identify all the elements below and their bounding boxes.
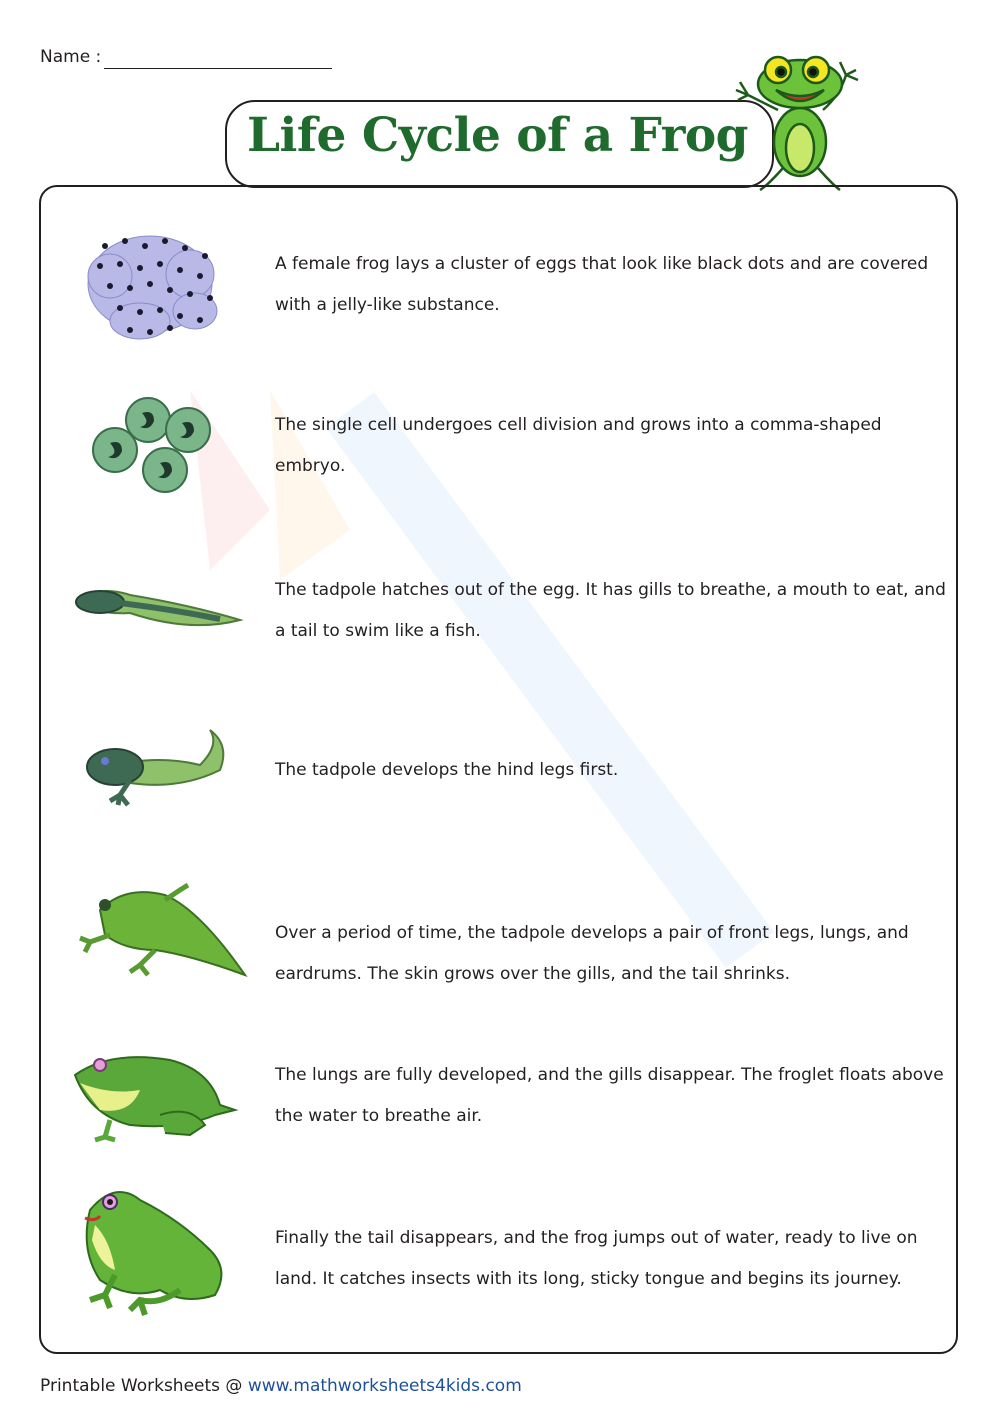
tadpole-hind-legs-icon bbox=[70, 725, 250, 815]
stage-text: Over a period of time, the tadpole develops a pair of front legs, lungs, and eardrums. The skin grows over the gills, and the tail shrinks. bbox=[275, 923, 909, 984]
stage-text: The single cell undergoes cell division and grows into a comma-shaped embryo. bbox=[275, 415, 882, 476]
stage-text: A female frog lays a cluster of eggs that look like black dots and are covered with a jelly-like substance. bbox=[275, 254, 929, 315]
waving-frog-mascot-icon bbox=[728, 50, 868, 198]
stage-text: The tadpole develops the hind legs first. bbox=[275, 760, 619, 780]
embryo-eggs-icon bbox=[70, 395, 250, 500]
footer bbox=[40, 1376, 522, 1396]
footer-link[interactable]: www.mathworksheets4kids.com bbox=[247, 1376, 522, 1396]
page-title: Life Cycle of a Frog bbox=[246, 108, 749, 163]
adult-frog-icon bbox=[70, 1180, 250, 1325]
footer-prefix: Printable Worksheets @ bbox=[40, 1376, 248, 1396]
frog-eggs-cluster-icon bbox=[70, 226, 250, 346]
stage-text: The tadpole hatches out of the egg. It has gills to breathe, a mouth to eat, and a tail to swim like a fish. bbox=[275, 580, 946, 641]
froglet-icon bbox=[70, 1045, 250, 1145]
name-field-line[interactable] bbox=[104, 68, 332, 69]
tadpole-front-legs-icon bbox=[70, 880, 250, 980]
tadpole-icon bbox=[70, 575, 250, 645]
name-label: Name : bbox=[40, 47, 102, 67]
stage-text: Finally the tail disappears, and the frog jumps out of water, ready to live on land. It catches insects with its long, sticky tongue and begins its journey. bbox=[275, 1228, 918, 1289]
stage-text: The lungs are fully developed, and the gills disappear. The froglet floats above the water to breathe air. bbox=[275, 1065, 944, 1126]
